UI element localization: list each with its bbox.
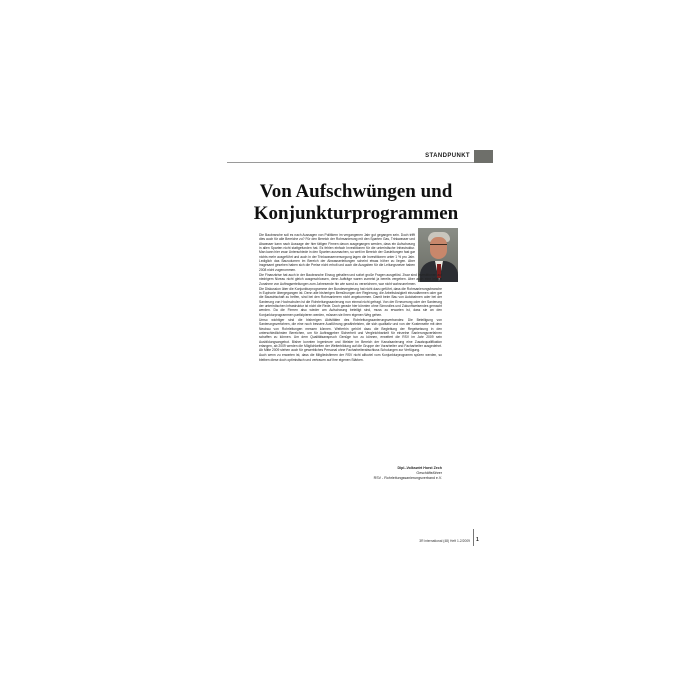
article-paragraph-5: Auch wenn zu erwarten ist, dass die Mitgliedsfirmen der RSV nicht alltoviel vom Konjunkturprogramm spüren werden, so bleiben diese doch optimistisch und vertrauen auf ihre eigenen Stärken.	[259, 353, 442, 362]
article-title	[236, 181, 476, 225]
article-paragraph-3: Die Diskussion über die Konjunkturprogramme der Bundesregierung hat nicht dazu geführt, dass die Rohrsanierungsbranche in Euphorie übergegangen ist. Denn alle bisherigen Bemühungen der Regierung, die Arbeitslosigkeit einzudämmen oder gar die Bauwirtschaft zu helfen, sind bei den Rohrsanierern nicht angekommen. Damit beim Bau von Autobahnen oder bei der Sanierung von Hochschulen ist die Rohrleitungssanierung nun einmal nicht gefragt. Von der Erneuerung oder der Sanierung der unterirdischen Infrastruktur ist nicht die Rede. Doch gerade hier könnten ohne Sinnvolles und Zukunftweisendes gemacht werden. Da die Firmen also wieder am Aufschwung beteiligt sind, muss zu erwarten ist, dass sie an den Konjunkturprogrammen partizipieren werden, müssen sie ihren eigenen Weg gehen.	[259, 286, 442, 317]
article-paragraph-1: Die Baubranche soll es nach Aussagen von Politikern im vergangenen Jahr gut gegangen sein. Doch trifft dies auch für alle Bereiche zu? Für den Bereich der Rohrsanierung mit den Sparten Gas, Trinkwasser und Abwasser kann nach Aussage der hier tätigen Firmen davon ausgegangen werden, dass ein Aufschwung in allen Sparten nicht stattgefunden hat. Es fehlen einfach Investitionen für die unterirdische Infrastruktur. Man kann hier zwar Unterschiede in den Sparten ausmachen, so weit im Bereich der Gasleitungen fast gar nichts mehr ausgeführt und auch in der Trinkwasserversorgung lagen die Investitionen unter 1 % pro Jahr. Lediglich das Bauvolumen im Bereich der Abwasserleitungen scheint etwas höher zu liegen. Aber insgesamt gesehen haben sich die Preise nicht erholt und auch die Ausgaben für die Leitungsnetze haben 2008 nicht zugenommen.	[259, 233, 415, 272]
article-paragraph-4: Umso wichtiger sind die bisherigen Aktivitäten des Rohrleitungssanierungsverbandes: Die Beteiligung von Sanierungsverfahren, die eine noch bessere Ausführung gewährleisten, die sich qualitativ und von der Kostenseite mit dem Neubau von Rohrleitungen messen können. Weiterhin gehört dazu die Begleitung der Regelsetzung in den unterschiedlichsten Bereichen, um für Auftraggeber Sicherheit und Vergleichbarkeit für einzelne Sanierungsverfahren schaffen zu können. Um dem Qualitätsanspruch Genüge tun zu können, erweitert die RSV im Jahr 2009 sein Ausbildungsangebot. Bisher konnten Ingenieure und Meister im Bereich der Kanalsanierung eine Zusatzqualifikation erlangen, ab 2009 werden die Möglichkeiten der Weiterbildung auf die Gruppe der Vorarbeiter und Facharbeiter ausgedehnt. Ab Mitte 2009 stehen auch für gewerbliches Personal ohne Facharbeiterabschluss Schulungen zur Verfügung.	[259, 317, 442, 353]
section-tab-marker	[474, 150, 493, 163]
article-title-line-1: Von Aufschwüngen und	[259, 181, 453, 202]
signature-name: Dipl.-Volkswirt Horst Zech	[397, 466, 442, 470]
article-paragraph-2: Die Finanzkrise hat auch in der Baubranche Einzug gehalten und sofort große Fragen ausgelöst. Zwar sind Investitionen auf niedrigem Niveau nicht gleich ausgeschlossen, denn Aufträge waren zumeist ja bereits vergeben. Aber auch eine leichte Zunahme von Auftragserteilungen zum Jahresende hin wie sonst zu verzeichnen, war nicht wahrzunehmen.	[259, 272, 442, 286]
signature-organization: RSV - Rohrleitungssanierungsverband e.V.	[373, 476, 442, 481]
footer-rule	[473, 529, 474, 546]
article-title-line-2: Konjunkturprogrammen	[253, 203, 459, 224]
signature-role: Geschäftsführer	[416, 471, 442, 476]
author-signature	[310, 466, 442, 482]
page-number: 1	[476, 537, 479, 543]
article-body	[259, 233, 442, 363]
footer-publication: 3R international (48) Heft 1-2/2009	[419, 539, 470, 543]
section-label: STANDPUNKT	[425, 153, 470, 159]
